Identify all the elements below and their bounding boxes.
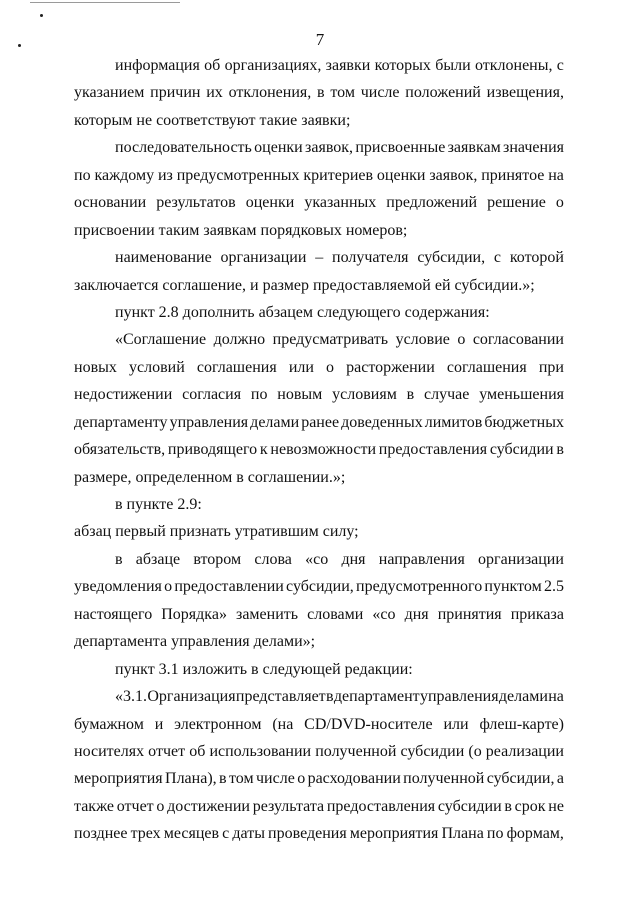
text-word: полученной (403, 770, 485, 788)
text-word: департаменту (74, 413, 168, 431)
text-word: предусмотренного (356, 578, 483, 596)
text-word: в (326, 688, 334, 706)
text-word: случае (424, 386, 470, 404)
text-word: слова (254, 550, 292, 568)
text-line (74, 436, 564, 463)
text-line-content: размере, определенном в соглашении.»; (74, 468, 346, 486)
text-word: приводящего (167, 441, 258, 459)
scan-speck (40, 14, 43, 17)
text-line (74, 546, 564, 573)
text-word: невозможности (270, 441, 377, 459)
text-word: которых (374, 57, 431, 74)
text-word: которой (509, 249, 564, 267)
text-word: субсидии (437, 797, 502, 815)
text-word: – (315, 249, 324, 267)
text-word: «со (372, 605, 396, 623)
text-word: флеш-карте) (479, 715, 564, 733)
text-word: не (548, 797, 564, 815)
text-word: о (156, 797, 165, 815)
text-word: последовательность (115, 139, 252, 157)
text-line (74, 765, 564, 792)
text-line (74, 52, 564, 79)
text-word: «3.1. (115, 688, 147, 706)
text-word: том (229, 770, 254, 788)
text-word: организациях, (224, 57, 322, 74)
text-word: согласия (182, 386, 242, 404)
text-word: об (204, 57, 221, 74)
text-word: организации (220, 249, 307, 267)
text-word: причин (150, 84, 201, 102)
text-word: проведения (268, 825, 347, 843)
text-line-content: присвоении таким заявкам порядковых номеров; (74, 221, 408, 239)
text-word: о (555, 194, 564, 212)
text-word: указанием (74, 84, 145, 102)
text-word: с (556, 57, 564, 74)
text-word: приказа (510, 605, 564, 623)
text-word: «со (305, 550, 329, 568)
text-line-content: абзац первый признать утратившим силу; (74, 523, 359, 541)
text-word: мероприятия (74, 770, 163, 788)
text-word: решение (487, 194, 546, 212)
text-word: получателя (332, 249, 409, 267)
text-word: принятия (437, 605, 502, 623)
text-line (74, 656, 564, 683)
text-word: их (206, 84, 223, 102)
text-word: бумажном (74, 715, 144, 733)
text-word: с (493, 249, 502, 267)
text-word: Плана (441, 825, 484, 843)
text-word: новых (74, 358, 117, 376)
text-word: месяцев (163, 825, 220, 843)
text-word: достижении (167, 797, 250, 815)
text-line (74, 299, 564, 326)
text-word: извещения, (486, 84, 564, 102)
text-word: оценки (376, 166, 426, 184)
text-word: указанных (304, 194, 377, 212)
text-word: оценки (245, 194, 295, 212)
text-word: субсидии (400, 742, 465, 760)
text-line (74, 628, 564, 655)
text-word: присвоенные (355, 139, 446, 157)
text-line (74, 79, 564, 106)
text-word: CD/DVD-носителе (304, 715, 433, 733)
text-word: о (457, 331, 466, 349)
text-word: представляет (235, 688, 326, 706)
text-word: абзаце (135, 550, 181, 568)
text-line (74, 107, 564, 134)
text-word: условиям (332, 386, 397, 404)
text-word: обязательств, (74, 441, 166, 459)
text-word: критериев (303, 166, 374, 184)
text-word: Организация (147, 688, 236, 706)
scan-edge-line (30, 2, 180, 3)
text-word: на (548, 688, 564, 706)
text-word: в (504, 797, 512, 815)
text-word: по (486, 825, 504, 843)
text-line (74, 162, 564, 189)
text-line (74, 711, 564, 738)
text-word: заменить (236, 605, 299, 623)
text-line-content: пункт 2.8 дополнить абзацем следующего содержания: (115, 303, 490, 321)
text-word: 2.5 (543, 578, 564, 596)
text-line-content: в пункте 2.9: (115, 496, 202, 513)
text-word: наименование (115, 249, 212, 267)
text-word: заявок, (305, 139, 354, 157)
text-word: в (317, 84, 325, 102)
text-word: по (250, 386, 268, 404)
text-word: направления (378, 550, 465, 568)
text-word: департамент (333, 688, 420, 706)
text-word: числе (360, 84, 400, 102)
text-word: электронном (174, 715, 262, 733)
text-word: мероприятия (349, 825, 439, 843)
text-word: отчет (148, 742, 186, 760)
text-word: субсидии (489, 441, 554, 459)
text-word: заявки (325, 57, 371, 74)
text-word: значения (503, 139, 564, 157)
text-word: числе (256, 770, 295, 788)
text-word: субсидии, (417, 249, 486, 267)
text-word: реализации (485, 742, 564, 760)
text-word: предоставления (326, 797, 436, 815)
text-word: полученной (315, 742, 397, 760)
text-line-content: пункт 3.1 изложить в следующей редакции: (115, 660, 413, 678)
text-word: основании (74, 194, 147, 212)
text-word: носителях (74, 742, 145, 760)
text-line-content: департамента управления делами»; (74, 633, 316, 651)
text-word: Плана), (165, 770, 217, 788)
text-word: настоящего (74, 605, 153, 623)
text-word: по (74, 166, 91, 184)
text-word: уведомления (74, 578, 162, 596)
text-word: даты (232, 825, 265, 843)
text-line (74, 409, 564, 436)
text-word: согласовании (472, 331, 564, 349)
text-line (74, 683, 564, 710)
text-word: словами (307, 605, 364, 623)
text-line (74, 326, 564, 353)
text-line (74, 189, 564, 216)
text-line (74, 134, 564, 161)
text-word: или (443, 715, 469, 733)
text-line (74, 601, 564, 628)
text-word: управления (169, 413, 249, 431)
text-word: лимитов (424, 413, 483, 431)
text-word: соглашения (446, 358, 527, 376)
text-word: отклонены, (474, 57, 553, 74)
text-word: уменьшения (479, 386, 564, 404)
text-word: позднее (74, 825, 128, 843)
text-line-content: заключается соглашение, и размер предоставляемой ей субсидии.»; (74, 276, 535, 294)
text-line (74, 217, 564, 244)
text-line (74, 354, 564, 381)
text-word: отчет (116, 797, 154, 815)
text-word: в (406, 386, 415, 404)
text-line (74, 464, 564, 491)
text-word: на (548, 166, 564, 184)
text-word: из (157, 166, 173, 184)
text-word: условие (395, 331, 450, 349)
text-word: отклонения, (228, 84, 312, 102)
text-line (74, 381, 564, 408)
text-word: в (115, 550, 123, 568)
text-line (74, 738, 564, 765)
text-word: о (164, 578, 173, 596)
text-word: о (326, 358, 335, 376)
text-word: делами (250, 413, 300, 431)
text-word: должно (213, 331, 266, 349)
text-word: (на (272, 715, 294, 733)
text-word: в (219, 770, 227, 788)
text-line (74, 244, 564, 271)
text-word: бюджетных (484, 413, 564, 431)
text-word: результата (252, 797, 325, 815)
text-word: каждому (94, 166, 155, 184)
text-word: субсидии, (286, 578, 354, 596)
text-line (74, 491, 564, 518)
text-word: трех (130, 825, 161, 843)
text-word: с (222, 825, 230, 843)
text-word: условий (128, 358, 185, 376)
text-word: а (556, 770, 564, 788)
text-word: положений (405, 84, 481, 102)
text-word: пунктом (484, 578, 542, 596)
text-word: использовании (209, 742, 312, 760)
text-word: предложений (386, 194, 478, 212)
text-word: были (435, 57, 471, 74)
text-line (74, 518, 564, 545)
text-word: об (189, 742, 206, 760)
text-line (74, 820, 564, 847)
text-word: «Соглашение (115, 331, 207, 349)
text-word: формам, (506, 825, 564, 843)
text-word: к (259, 441, 268, 459)
text-word: субсидии, (486, 770, 555, 788)
text-word: втором (193, 550, 242, 568)
text-word: предоставлении (174, 578, 284, 596)
text-line-content: которым не соответствуют такие заявки; (74, 111, 351, 129)
text-word: предусмотренных (176, 166, 300, 184)
text-word: срок (514, 797, 546, 815)
text-word: том (330, 84, 355, 102)
text-word: дня (341, 550, 366, 568)
text-word: результатов (156, 194, 236, 212)
text-word: новым (277, 386, 323, 404)
page-number: 7 (315, 30, 325, 49)
text-word: при (538, 358, 564, 376)
text-word: или (288, 358, 314, 376)
text-word: доведенных (341, 413, 423, 431)
text-word: ранее (301, 413, 340, 431)
text-line (74, 793, 564, 820)
text-word: в (556, 441, 564, 459)
text-word: о (297, 770, 306, 788)
document-body (74, 52, 564, 848)
text-word: и (154, 715, 164, 733)
text-word: информация (115, 57, 200, 74)
text-word: заявок, (429, 166, 478, 184)
text-line (74, 272, 564, 299)
text-word: Порядка» (161, 605, 227, 623)
text-word: также (74, 797, 115, 815)
text-word: расторжении (346, 358, 435, 376)
text-word: дня (404, 605, 429, 623)
text-word: заявкам (447, 139, 501, 157)
text-word: предусматривать (272, 331, 389, 349)
text-line (74, 573, 564, 600)
text-word: расходовании (307, 770, 401, 788)
text-word: организации (478, 550, 564, 568)
text-word: недостижении (74, 386, 173, 404)
text-word: соглашения (196, 358, 277, 376)
text-word: делами (498, 688, 548, 706)
text-word: (о (468, 742, 482, 760)
text-word: оценки (254, 139, 303, 157)
text-word: предоставления (378, 441, 488, 459)
text-word: принятое (481, 166, 545, 184)
text-word: управления (419, 688, 499, 706)
